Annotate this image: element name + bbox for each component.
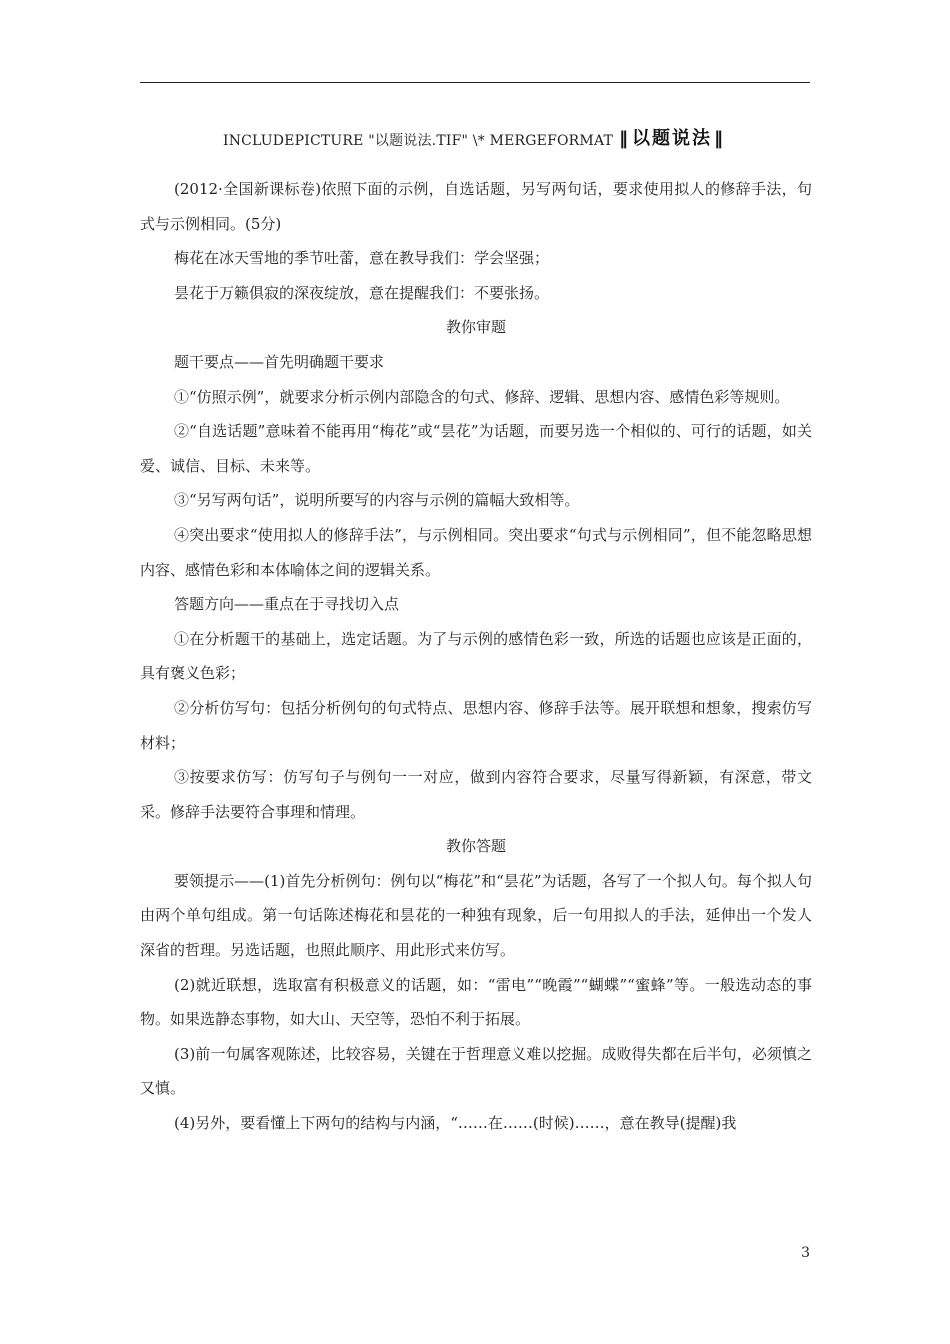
document-body	[140, 172, 812, 1141]
question-prompt: (2012·全国新课标卷)依照下面的示例，自选话题，另写两句话，要求使用拟人的修辞手法，句式与示例相同。(5分)	[140, 180, 812, 233]
example-sentence-1: 梅花在冰天雪地的季节吐蕾，意在教导我们：学会坚强；	[174, 249, 550, 268]
section-banner: ‖ 以题说法 ‖	[619, 128, 726, 149]
section-header	[140, 124, 810, 150]
key-point-item: ②“自选话题”意味着不能再用“梅花”或“昙花”为话题，而要另选一个相似的、可行的话题，如关爱、诚信、目标、未来等。	[140, 422, 812, 475]
answer-paragraph: (2)就近联想，选取富有积极意义的话题，如：“雷电”“晚霞”“蝴蝶”“蜜蜂”等。一般选动态的事物。如果选静态事物，如大山、天空等，恐怕不利于拓展。	[140, 975, 812, 1029]
key-point-item: ④突出要求“使用拟人的修辞手法”，与示例相同。突出要求“句式与示例相同”，但不能忽略思想内容、感情色彩和本体喻体之间的逻辑关系。	[140, 525, 812, 579]
subheading-answer-direction: 答题方向——重点在于寻找切入点	[174, 595, 400, 614]
answer-paragraph: 要领提示——(1)首先分析例句：例句以“梅花”和“昙花”为话题，各写了一个拟人句。每个拟人句由两个单句组成。第一句话陈述梅花和昙花的一种独有现象，后一句用拟人的手法，延伸出一个发人深省的哲理。另选话题，也照此顺序、用此形式来仿写。	[140, 871, 812, 960]
direction-item: ①在分析题干的基础上，选定话题。为了与示例的感情色彩一致，所选的话题也应该是正面的，具有褒义色彩；	[140, 629, 812, 683]
subheading-key-points: 题干要点——首先明确题干要求	[174, 352, 385, 371]
direction-item: ③按要求仿写：仿写句子与例句一一对应，做到内容符合要求，尽量写得新颖，有深意，带文采。修辞手法要符合事理和情理。	[140, 768, 812, 821]
answer-paragraph: (3)前一句属客观陈述，比较容易，关键在于哲理意义难以挖掘。成败得失都在后半句，必须慎之又慎。	[140, 1044, 812, 1098]
section-heading-review: 教你审题	[445, 318, 506, 337]
key-point-item: ①“仿照示例”，就要求分析示例内部隐含的句式、修辞、逻辑、思想内容、感情色彩等规则。	[174, 387, 790, 406]
key-point-item: ③“另写两句话”，说明所要写的内容与示例的篇幅大致相等。	[174, 491, 580, 510]
direction-item: ②分析仿写句：包括分析例句的句式特点、思想内容、修辞手法等。展开联想和想象，搜索仿写材料；	[140, 698, 812, 752]
header-rule	[140, 82, 810, 83]
section-heading-answer: 教你答题	[445, 837, 506, 856]
answer-paragraph: (4)另外，要看懂上下两句的结构与内涵，“……在……(时候)……，意在教导(提醒)我	[174, 1114, 737, 1133]
banner-title: 以题说法	[632, 128, 713, 149]
example-sentence-2: 昙花于万籁俱寂的深夜绽放，意在提醒我们：不要张扬。	[174, 283, 550, 302]
field-code-text: INCLUDEPICTURE "以题说法.TIF" \* MERGEFORMAT	[222, 133, 614, 149]
page-number: 3	[801, 1245, 810, 1261]
